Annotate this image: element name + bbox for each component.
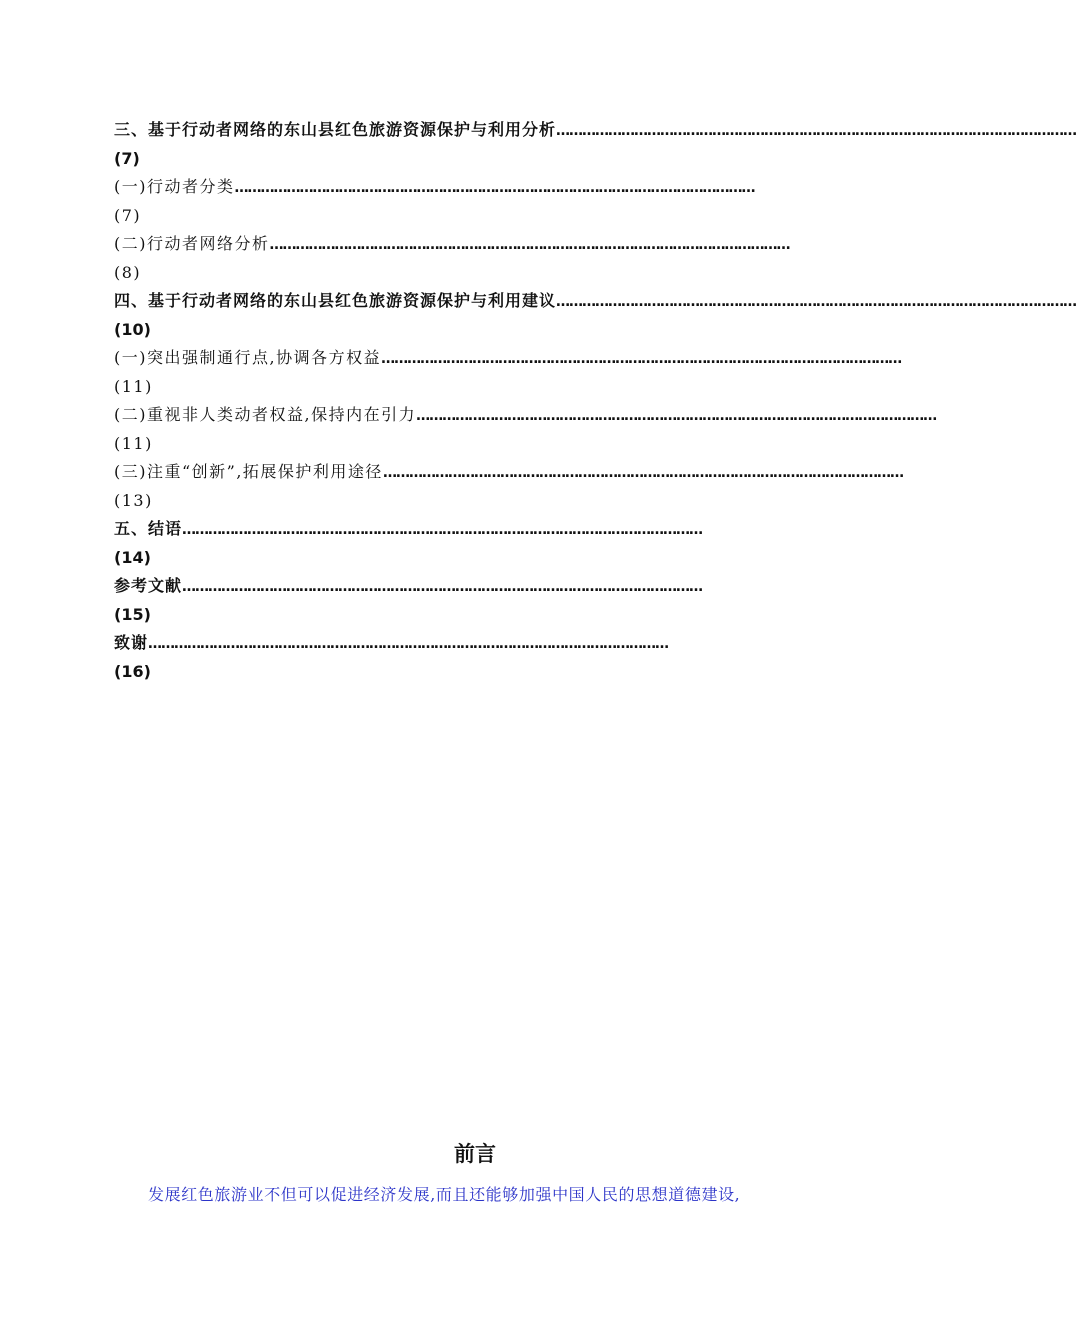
- toc-line: [114, 230, 836, 259]
- toc-entry-title: 致谢: [114, 633, 149, 652]
- toc-entry-page: (11): [114, 376, 153, 396]
- toc-entry-title: (二)重视非人类动者权益,保持内在引力: [114, 405, 417, 424]
- toc-entry-title: 参考文献: [114, 576, 183, 595]
- toc-entry-page: (15): [114, 604, 151, 624]
- toc-line: [114, 173, 836, 202]
- table-of-contents: [114, 116, 1076, 686]
- toc-line: [114, 287, 1076, 316]
- toc-entry-title: (一)突出强制通行点,协调各方权益: [114, 348, 382, 367]
- toc-entry[interactable]: [114, 458, 903, 515]
- toc-leader-dots: …………………………………………………………………………………………………………: [556, 123, 1076, 139]
- toc-entry-page: (11): [114, 433, 153, 453]
- toc-entry-page: (16): [114, 661, 151, 681]
- preface-paragraph: 发展红色旅游业不但可以促进经济发展,而且还能够加强中国人民的思想道德建设,: [148, 1185, 741, 1204]
- toc-line: [114, 344, 902, 373]
- toc-entry-title: 五、结语: [114, 519, 183, 538]
- toc-line: [114, 116, 1076, 145]
- toc-leader-dots: …………………………………………………………………………………………………………: [556, 294, 1076, 310]
- toc-line: [114, 572, 836, 601]
- toc-entry[interactable]: [114, 401, 937, 458]
- toc-line: [114, 515, 836, 544]
- toc-entry-page: (10): [114, 319, 151, 339]
- toc-entry[interactable]: [114, 287, 1076, 344]
- toc-leader-dots: …………………………………………………………………………………………………………: [234, 180, 755, 196]
- toc-leader-dots: …………………………………………………………………………………………………………: [382, 465, 903, 481]
- toc-leader-dots: …………………………………………………………………………………………………………: [182, 579, 703, 595]
- toc-entry-title: 三、基于行动者网络的东山县红色旅游资源保护与利用分析: [114, 120, 557, 139]
- toc-entry[interactable]: [114, 572, 836, 629]
- toc-line: [114, 401, 937, 430]
- toc-entry[interactable]: [114, 515, 836, 572]
- toc-entry[interactable]: [114, 629, 836, 686]
- toc-entry-page: (14): [114, 547, 151, 567]
- toc-entry-page: (7): [114, 148, 140, 168]
- toc-leader-dots: …………………………………………………………………………………………………………: [182, 522, 703, 538]
- toc-entry-page: (8): [114, 262, 142, 282]
- toc-entry[interactable]: [114, 344, 902, 401]
- toc-leader-dots: …………………………………………………………………………………………………………: [148, 636, 669, 652]
- toc-entry-title: (一)行动者分类: [114, 177, 235, 196]
- toc-entry-title: 四、基于行动者网络的东山县红色旅游资源保护与利用建议: [114, 291, 557, 310]
- toc-line: [114, 458, 903, 487]
- toc-entry-page: (7): [114, 205, 142, 225]
- preface-heading: 前言: [454, 1142, 496, 1166]
- toc-entry-page: (13): [114, 490, 153, 510]
- toc-leader-dots: …………………………………………………………………………………………………………: [416, 408, 937, 424]
- toc-leader-dots: …………………………………………………………………………………………………………: [381, 351, 902, 367]
- toc-entry[interactable]: [114, 173, 836, 230]
- toc-entry[interactable]: [114, 230, 836, 287]
- toc-leader-dots: …………………………………………………………………………………………………………: [269, 237, 790, 253]
- toc-entry-title: (二)行动者网络分析: [114, 234, 270, 253]
- toc-entry-title: (三)注重“创新”,拓展保护利用途径: [114, 462, 383, 481]
- toc-line: [114, 629, 836, 658]
- toc-entry[interactable]: [114, 116, 1076, 173]
